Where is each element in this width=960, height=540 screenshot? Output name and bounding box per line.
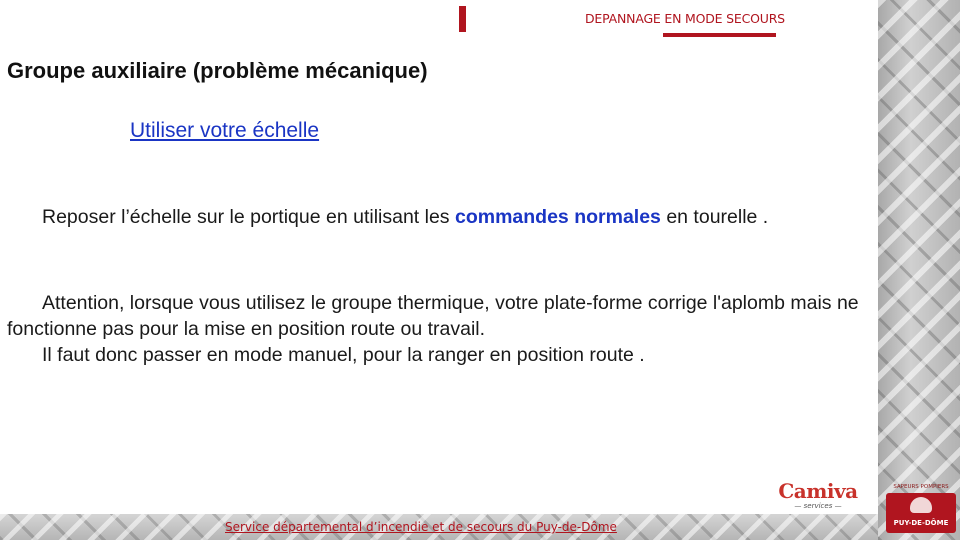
seal-top-text: SAPEURS POMPIERS bbox=[893, 484, 949, 490]
paragraph1-highlight: commandes normales bbox=[454, 206, 661, 228]
section-title: DEPANNAGE EN MODE SECOURS bbox=[585, 11, 785, 26]
paragraph-instructions bbox=[7, 204, 867, 230]
section-title-underline bbox=[663, 33, 776, 37]
helmet-icon bbox=[910, 497, 932, 513]
camiva-logo-sub: — services — bbox=[794, 502, 842, 510]
camiva-logo bbox=[776, 480, 860, 510]
paragraph2-line2: Il faut donc passer en mode manuel, pour la ranger en position route . bbox=[42, 344, 645, 366]
paragraph2-line1: Attention, lorsque vous utilisez le groupe thermique, votre plate-forme corrige l'aplomb mais ne fonctionne pas pour la mise en position route ou travail. bbox=[7, 292, 859, 340]
page-title: Groupe auxiliaire (problème mécanique) bbox=[7, 58, 428, 83]
seal-label: PUY-DE-DÔME bbox=[893, 519, 949, 527]
paragraph1-after: en tourelle . bbox=[660, 206, 769, 228]
paragraph-warning bbox=[7, 290, 867, 368]
camiva-logo-word: Camiva bbox=[778, 479, 858, 503]
subtitle-link[interactable]: Utiliser votre échelle bbox=[130, 119, 320, 142]
footer-organization: Service départemental d’incendie et de secours du Puy-de-Dôme bbox=[225, 520, 617, 534]
seal-box bbox=[886, 493, 956, 533]
sdis-seal-icon bbox=[886, 484, 956, 534]
header-accent-bar bbox=[459, 6, 466, 32]
decorative-metal-strip-right bbox=[878, 0, 960, 540]
paragraph1-before: Reposer l’échelle sur le portique en utilisant les bbox=[42, 206, 455, 228]
